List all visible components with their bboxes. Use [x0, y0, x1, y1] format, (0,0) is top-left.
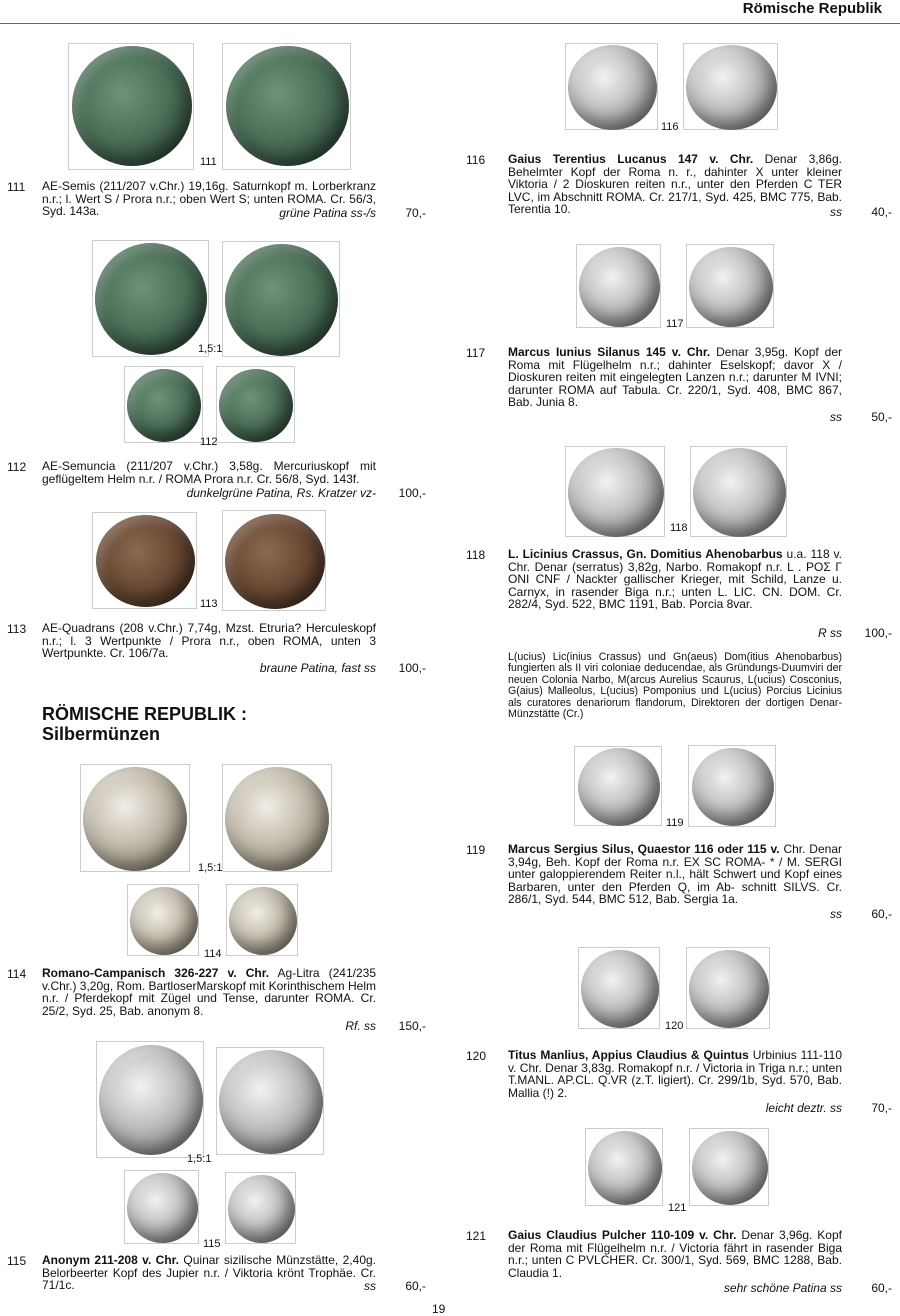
lot-number-111: 111 [7, 180, 26, 194]
coin-photo-117-obverse [576, 244, 661, 328]
coin-photo-111-obverse [68, 43, 194, 170]
lot-heading-121: Gaius Claudius Pulcher 110-109 v. Chr. [508, 1228, 737, 1242]
coin-photo-115-obverse-small [124, 1170, 199, 1244]
lot-description-116 [508, 153, 842, 216]
coin-114-reverse-large [225, 767, 329, 871]
lot-number-120: 120 [466, 1049, 487, 1063]
coin-label-116: 116 [661, 121, 679, 133]
coin-115-obverse-large [99, 1045, 203, 1155]
coin-photo-117-reverse [686, 244, 774, 328]
coin-photo-115-obverse-large [96, 1041, 204, 1158]
lot-price-118: 100,- [864, 626, 892, 640]
lot-description-113 [42, 622, 376, 660]
coin-121-reverse [692, 1131, 768, 1205]
lot-number-121: 121 [466, 1229, 487, 1243]
lot-grade-116: ss [830, 205, 842, 219]
coin-115-reverse-large [219, 1050, 323, 1154]
lot-text-120: Urbinius 111-110 v. Chr. Denar 3,83g. Romakopf n.r. / Victoria in Triga n.r.; unten T.MANL. AP.CL. Q.VR (z.T. ligiert). Cr. 299/1b, Syd. 570, Bab. Mallia (!) 2. [508, 1048, 842, 1100]
coin-119-reverse [692, 748, 774, 826]
lot-number-115: 115 [7, 1254, 27, 1268]
coin-photo-116-reverse [683, 43, 778, 130]
lot-text-115: Quinar sizilische Münzstätte, 2,40g. Belorbeerter Kopf des Jupier n.r. / Viktoria krönt Trophäe. Cr. 71/1c. [42, 1253, 376, 1293]
coin-photo-114-reverse-large [222, 764, 332, 872]
lot-number-119: 119 [466, 843, 486, 857]
coin-photo-120-reverse [686, 947, 770, 1029]
lot-description-118 [508, 548, 842, 611]
lot-price-116: 40,- [871, 205, 892, 219]
coin-117-reverse [689, 247, 773, 327]
coin-119-obverse [578, 748, 660, 826]
coin-photo-112-obverse-small [124, 366, 203, 443]
coin-photo-114-obverse-large [80, 764, 190, 872]
lot-text-112: AE-Semuncia (211/207 v.Chr.) 3,58g. Mercuriuskopf mit geflügeltem Helm n.r. / ROMA Prora n.r. Cr. 56/8, Syd. 143f. [42, 459, 376, 486]
coin-photo-112-reverse-large [222, 241, 340, 357]
coin-photo-112-obverse-large [92, 240, 209, 357]
coin-111-reverse [226, 46, 349, 166]
coin-116-reverse [686, 45, 777, 130]
lot-text-114: Ag-Litra (241/235 v.Chr.) 3,20g, Rom. BartloserMarskopf mit Korinthischem Helm n.r. / Pferdekopf mit Zügel und Tense, darunter ROMA. Cr. 25/2, Syd. 25, Bab. anonym 8. [42, 966, 376, 1018]
lot-price-113: 100,- [398, 661, 426, 675]
coin-112-reverse-small [219, 369, 293, 442]
lot-text-118: u.a. 118 v. Chr. Denar (serratus) 3,82g, Narbo. Romakopf n.r. L . ΡΟΣ Γ ONI CNF / Nackter gallischer Krieger, mit Schild, Lanze u. Carnyx, in rasender Biga n.r.; unten L. LIC. CN. DOM. Cr. 282/4, Syd. 522, BMC 1191, Bab. Porcia 8var. [508, 547, 842, 612]
header-rule [0, 23, 900, 24]
lot-number-118: 118 [466, 548, 486, 562]
lot-description-119 [508, 843, 842, 906]
coin-label-112: 112 [200, 436, 218, 448]
lot-heading-117: Marcus Iunius Silanus 145 v. Chr. [508, 345, 711, 359]
coin-photo-116-obverse [565, 43, 658, 130]
coin-112-obverse-small [127, 369, 201, 442]
lot-grade-113: braune Patina, fast ss [259, 661, 376, 675]
coin-113-obverse [96, 515, 195, 607]
lot-price-120: 70,- [871, 1101, 892, 1115]
coin-112-obverse-large [95, 243, 207, 355]
coin-114-obverse-large [83, 767, 187, 871]
lot-number-113: 113 [7, 622, 27, 636]
coin-label-117: 117 [666, 318, 684, 330]
lot-price-115: 60,- [405, 1279, 426, 1293]
lot-price-112: 100,- [398, 486, 426, 500]
lot-grade-120: leicht deztr. ss [765, 1101, 842, 1115]
lot-number-112: 112 [7, 460, 27, 474]
lot-text-116: Denar 3,86g. Behelmter Kopf der Roma n. r., dahinter X unter kleiner Viktoria / 2 Dioskuren reiten n.r., unter den Pferden C TER LVC, im Abschnitt ROMA. Cr. 217/1, Syd. 425, BMC 775, Bab. Terentia 10. [508, 152, 842, 217]
lot-description-114 [42, 967, 376, 1017]
lot-heading-119: Marcus Sergius Silus, Quaestor 116 oder 115 v. [508, 842, 780, 856]
lot-price-121: 60,- [871, 1281, 892, 1295]
coin-115-obverse-small [127, 1173, 198, 1243]
section-title-line2: Silbermünzen [42, 724, 161, 744]
coin-label-119: 119 [666, 817, 684, 829]
lot-price-119: 60,- [871, 907, 892, 921]
lot-description-120 [508, 1049, 842, 1099]
coin-label-121: 121 [668, 1202, 687, 1214]
coin-photo-114-obverse-small [127, 884, 199, 956]
scale-label-114: 1,5:1 [198, 862, 223, 874]
lot-grade-111: grüne Patina ss-/s [279, 206, 376, 220]
coin-photo-111-reverse [222, 43, 351, 170]
coin-113-reverse [225, 514, 325, 609]
coin-photo-114-reverse-small [226, 884, 298, 956]
lot-note-118: L(ucius) Lic(inius Crassus) und Gn(aeus) Dom(itius Ahenobarbus) fungierten als II viri coloniae deducendae, als Gründungs-Duumviri der neuen Colonia Narbo, M(arcus Aurelius Scaurus, L(ucius) Cosconius, G(aius) Malleolus, L(ucius) Pomponius und L(ucius) Porcius Licinius als curatores denariorum flandorum, Direktoren der dortigen Denar-Münzstätte (Cr.) [508, 651, 842, 721]
coin-label-118: 118 [670, 522, 688, 534]
coin-114-reverse-small [229, 887, 297, 955]
lot-description-115 [42, 1254, 376, 1292]
lot-heading-120: Titus Manlius, Appius Claudius & Quintus [508, 1048, 749, 1062]
lot-grade-114: Rf. ss [345, 1019, 376, 1033]
scale-label-115: 1,5:1 [187, 1153, 212, 1165]
coin-111-obverse [72, 46, 192, 166]
lot-grade-121: sehr schöne Patina ss [723, 1281, 842, 1295]
coin-116-obverse [568, 45, 657, 130]
lot-heading-115: Anonym 211-208 v. Chr. [42, 1253, 180, 1267]
coin-112-reverse-large [225, 244, 338, 356]
coin-120-obverse [581, 950, 659, 1028]
lot-description-112 [42, 460, 376, 485]
coin-photo-118-obverse [565, 446, 665, 537]
scale-label-112: 1,5:1 [198, 343, 223, 355]
lot-description-117 [508, 346, 842, 409]
section-title-line1: RÖMISCHE REPUBLIK : [42, 704, 248, 724]
coin-photo-113-obverse [92, 512, 197, 609]
coin-label-114: 114 [204, 948, 222, 960]
lot-grade-112: dunkelgrüne Patina, Rs. Kratzer vz- [186, 486, 376, 500]
lot-text-113: AE-Quadrans (208 v.Chr.) 7,74g, Mzst. Etruria? Herculeskopf n.r.; l. 3 Wertpunkte / Prora n.r., oben ROMA, unten 3 Wertpunkte. Cr. 106/7a. [42, 621, 376, 661]
coin-120-reverse [689, 950, 769, 1028]
lot-price-114: 150,- [398, 1019, 426, 1033]
coin-118-obverse [568, 448, 664, 537]
lot-grade-117: ss [830, 410, 842, 424]
lot-price-111: 70,- [405, 206, 426, 220]
coin-121-obverse [588, 1131, 662, 1205]
coin-photo-119-obverse [574, 746, 662, 826]
lot-grade-115: ss [364, 1279, 376, 1293]
coin-photo-113-reverse [222, 510, 326, 611]
lot-number-117: 117 [466, 346, 486, 360]
coin-photo-115-reverse-large [216, 1047, 324, 1155]
page-number: 19 [432, 1302, 446, 1316]
coin-photo-115-reverse-small [225, 1172, 296, 1244]
section-title [42, 704, 247, 744]
coin-115-reverse-small [228, 1175, 295, 1243]
lot-number-114: 114 [7, 967, 27, 981]
lot-number-116: 116 [466, 153, 486, 167]
lot-heading-118: L. Licinius Crassus, Gn. Domitius Ahenobarbus [508, 547, 783, 561]
coin-118-reverse [693, 448, 786, 537]
coin-label-115: 115 [203, 1238, 221, 1250]
lot-heading-116: Gaius Terentius Lucanus 147 v. Chr. [508, 152, 754, 166]
page-header-title: Römische Republik [742, 0, 882, 17]
lot-grade-118: R ss [818, 626, 842, 640]
lot-text-111: AE-Semis (211/207 v.Chr.) 19,16g. Saturnkopf m. Lorberkranz n.r.; l. Wert S / Prora n.r.; oben Wert S; unten ROMA. Cr. 56/3, Syd. 143a. [42, 179, 376, 219]
lot-heading-114: Romano-Campanisch 326-227 v. Chr. [42, 966, 270, 980]
coin-photo-112-reverse-small [216, 366, 295, 443]
coin-label-120: 120 [665, 1020, 684, 1032]
coin-photo-118-reverse [690, 446, 787, 537]
coin-photo-119-reverse [688, 745, 776, 827]
lot-text-119: Chr. Denar 3,94g, Beh. Kopf der Roma n.r. EX SC ROMA- * / M. SERGI unter galoppierendem Reiter n.l., hält Schwert und Kopf eines Barbaren, unter den Pferden Q, im Ab- schnitt SILVS. Cr. 286/1, Syd. 544, BMC 512, Bab. Sergia 1a. [508, 842, 842, 907]
lot-text-121: Denar 3,96g. Kopf der Roma mit Flügelhelm n.r. / Victoria fährt in rasender Biga n.r.; unten C PVLCHER. Cr. 300/1, Syd. 569, BMC 1288, Bab. Claudia 1. [508, 1228, 842, 1280]
coin-117-obverse [579, 247, 660, 327]
coin-photo-121-reverse [689, 1128, 769, 1206]
coin-photo-121-obverse [585, 1128, 663, 1206]
coin-label-113: 113 [200, 598, 218, 610]
lot-price-117: 50,- [871, 410, 892, 424]
coin-114-obverse-small [130, 887, 198, 955]
coin-label-111: 111 [200, 156, 217, 168]
lot-text-117: Denar 3,95g. Kopf der Roma mit Flügelhelm n.r.; dahinter Eselskopf; davor X / Dioskuren reiten mit eingelegten Lanzen n.r.; darunter M IVNI; darunter ROMA auf Tabula. Cr. 220/1, Syd. 408, BMC 867, Bab. Junia 8. [508, 345, 842, 410]
lot-description-121 [508, 1229, 842, 1279]
coin-photo-120-obverse [578, 947, 660, 1029]
lot-grade-119: ss [830, 907, 842, 921]
